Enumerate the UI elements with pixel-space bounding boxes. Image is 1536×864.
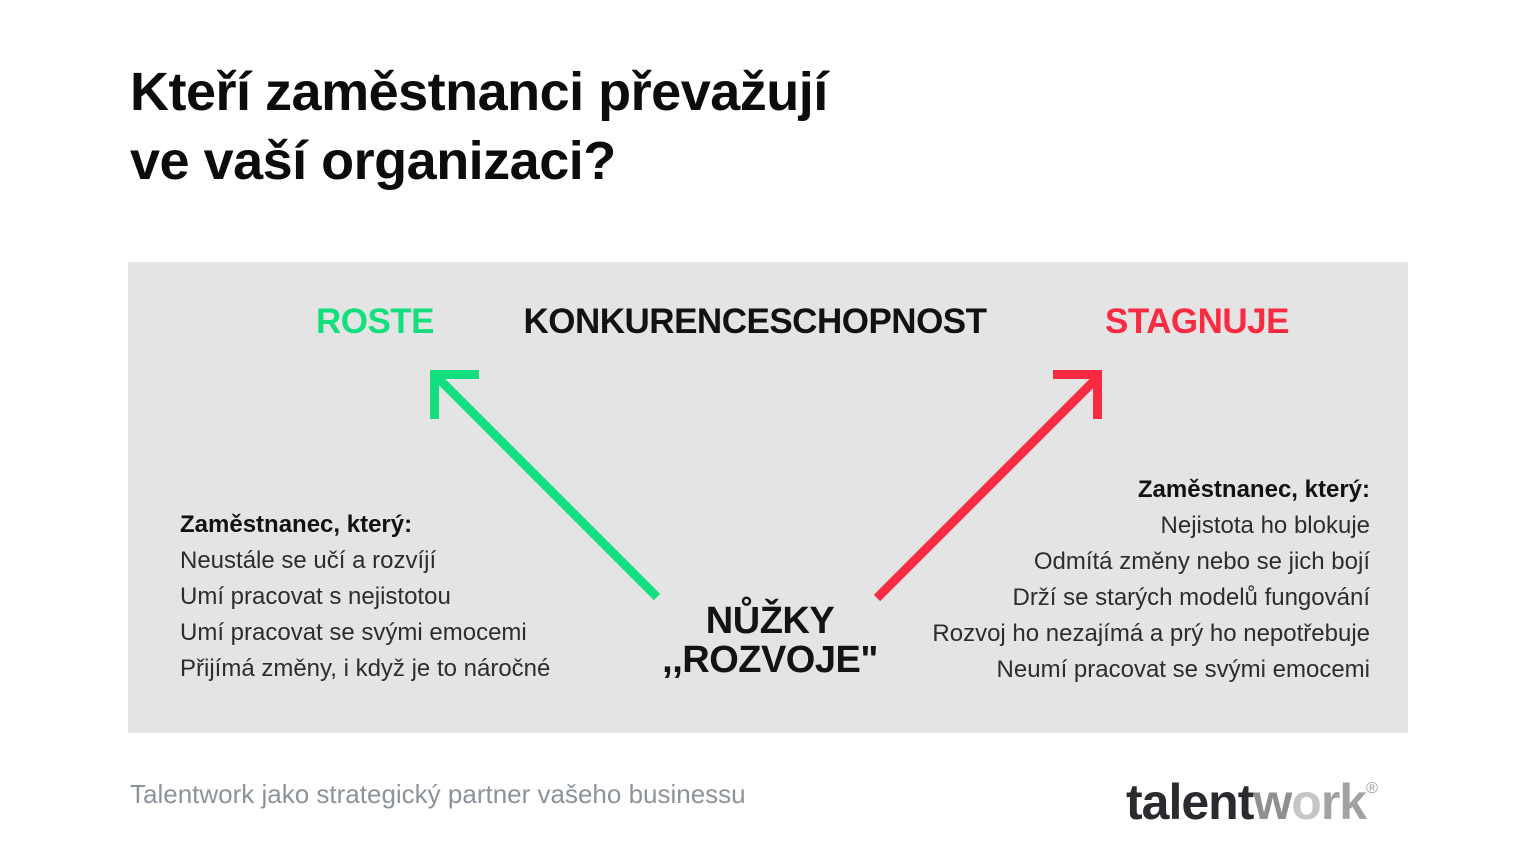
list-item: Odmítá změny nebo se jich bojí bbox=[1033, 548, 1370, 575]
label-roste: ROSTE bbox=[315, 302, 435, 341]
list-item: Přijímá změny, i když je to náročné bbox=[180, 655, 551, 682]
diagram-panel bbox=[128, 262, 1408, 733]
list-item: Umí pracovat s nejistotou bbox=[180, 583, 451, 610]
page-title bbox=[130, 58, 828, 196]
list-item: Rozvoj ho nezajímá a prý ho nepotřebuje bbox=[932, 620, 1370, 647]
development-scissors-line-2: ,,ROZVOJE" bbox=[662, 639, 878, 681]
logo-talent-text: talent bbox=[1126, 774, 1254, 830]
logo-work-text-o: o bbox=[1291, 774, 1321, 830]
registered-trademark-icon: ® bbox=[1366, 780, 1378, 797]
list-item: Nejistota ho blokuje bbox=[1160, 512, 1370, 539]
label-stagnuje: STAGNUJE bbox=[1105, 302, 1289, 341]
list-item: Neumí pracovat se svými emocemi bbox=[996, 656, 1370, 683]
page-title-line-1: Kteří zaměstnanci převažují bbox=[130, 62, 828, 122]
label-konkurenceschopnost: KONKURENCESCHOPNOST bbox=[523, 302, 987, 341]
development-scissors-line-1: NŮŽKY bbox=[705, 600, 835, 642]
growing-employee-list bbox=[180, 507, 550, 687]
stagnating-employee-list bbox=[932, 472, 1370, 688]
list-item: Drží se starých modelů fungování bbox=[1012, 584, 1370, 611]
growing-employee-list-heading: Zaměstnanec, který: bbox=[180, 511, 413, 538]
talentwork-logo bbox=[1126, 764, 1378, 830]
development-scissors-label bbox=[662, 602, 878, 680]
stagnating-employee-list-heading: Zaměstnanec, který: bbox=[1137, 476, 1370, 503]
list-item: Umí pracovat se svými emocemi bbox=[180, 619, 527, 646]
logo-work-text-rk: rk bbox=[1320, 774, 1367, 830]
footer-tagline: Talentwork jako strategický partner vašeho businessu bbox=[130, 779, 746, 809]
page-title-line-2: ve vaší organizaci? bbox=[130, 131, 616, 191]
logo-work-text-w: w bbox=[1253, 774, 1292, 830]
list-item: Neustále se učí a rozvíjí bbox=[180, 547, 437, 574]
